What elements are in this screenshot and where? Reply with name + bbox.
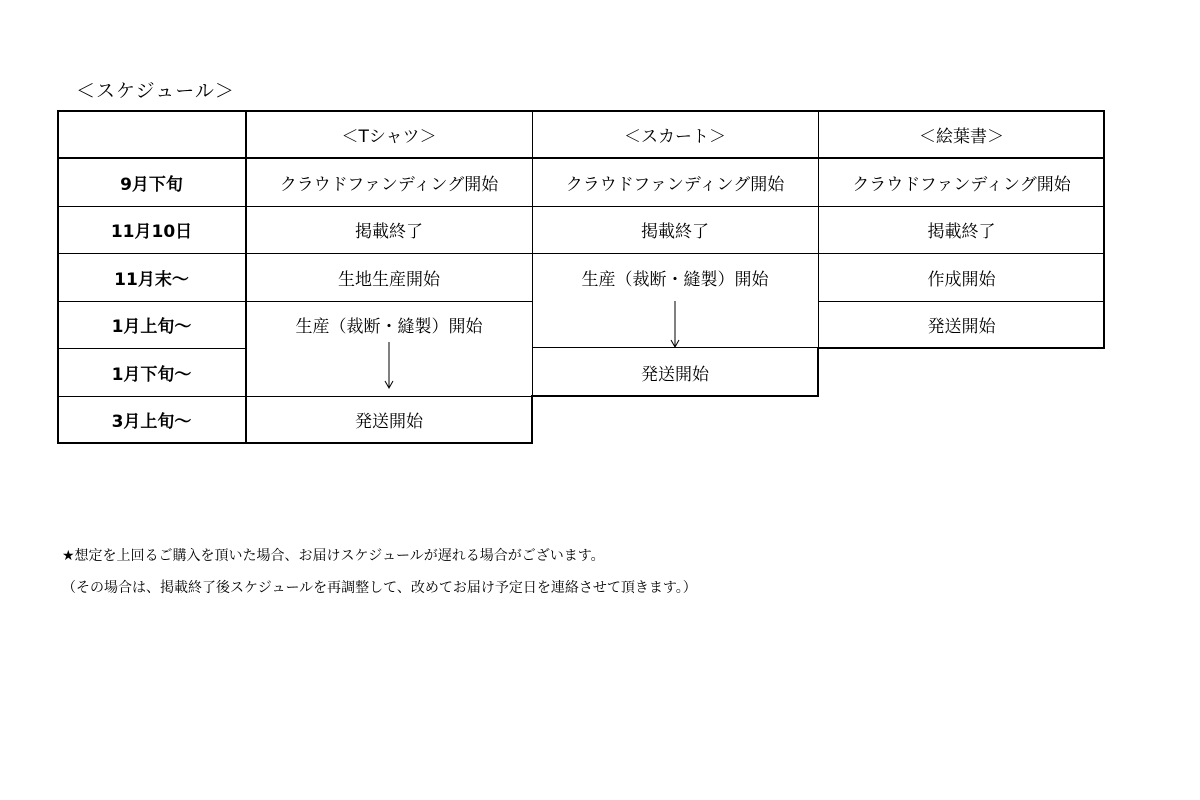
schedule-cell: 発送開始 — [641, 364, 709, 385]
table-border — [817, 347, 819, 396]
schedule-cell: 生産（裁断・縫製）開始 — [581, 269, 769, 290]
page-heading: ＜スケジュール＞ — [76, 80, 235, 102]
period-label: 9月下旬 — [120, 174, 183, 195]
schedule-cell: 生産（裁断・縫製）開始 — [295, 317, 483, 337]
schedule-cell: クラウドファンディング開始 — [279, 174, 499, 195]
table-grid-line — [57, 348, 246, 349]
table-border — [532, 395, 819, 397]
table-border — [818, 347, 1105, 349]
schedule-cell: 発送開始 — [355, 412, 423, 432]
schedule-table — [57, 110, 1105, 444]
schedule-cell: 発送開始 — [927, 317, 996, 337]
down-arrow-icon — [669, 301, 681, 349]
table-border — [1103, 110, 1105, 348]
table-grid-line — [57, 206, 1105, 207]
note-line: （その場合は、掲載終了後スケジュールを再調整して、改めてお届け予定日を連絡させて頂きます。） — [62, 580, 697, 596]
schedule-cell: 掲載終了 — [355, 222, 423, 242]
period-label: 11月10日 — [110, 222, 193, 242]
column-header-postcard: ＜絵葉書＞ — [919, 126, 1004, 147]
table-border — [57, 110, 59, 444]
table-border — [57, 442, 533, 444]
notes — [62, 540, 697, 604]
schedule-cell: 掲載終了 — [927, 222, 996, 242]
note-line: ★想定を上回るご購入を頂いた場合、お届けスケジュールが遅れる場合がございます。 — [62, 548, 605, 564]
table-grid-line — [57, 253, 1105, 254]
table-grid-line — [57, 157, 1105, 159]
table-grid-line — [818, 301, 1105, 302]
column-header-tshirt: ＜Tシャツ＞ — [341, 126, 437, 147]
period-label: 11月末～ — [114, 269, 189, 290]
column-header-skirt: ＜スカート＞ — [624, 126, 726, 147]
table-grid-line — [57, 301, 532, 302]
schedule-cell: クラウドファンディング開始 — [565, 174, 785, 195]
table-grid-line — [532, 110, 533, 396]
period-label: 1月上旬～ — [111, 317, 192, 337]
down-arrow-icon — [383, 342, 395, 390]
period-label: 3月上旬～ — [111, 412, 192, 432]
schedule-cell: 作成開始 — [927, 269, 996, 290]
table-grid-line — [245, 110, 247, 444]
period-label: 1月下旬～ — [111, 364, 192, 385]
table-border — [531, 395, 533, 444]
table-grid-line — [532, 347, 818, 348]
schedule-cell: 生地生産開始 — [338, 269, 440, 290]
schedule-cell: 掲載終了 — [641, 222, 709, 242]
table-grid-line — [57, 396, 532, 397]
schedule-cell: クラウドファンディング開始 — [852, 174, 1071, 195]
table-border — [57, 110, 1105, 112]
table-grid-line — [818, 110, 819, 348]
